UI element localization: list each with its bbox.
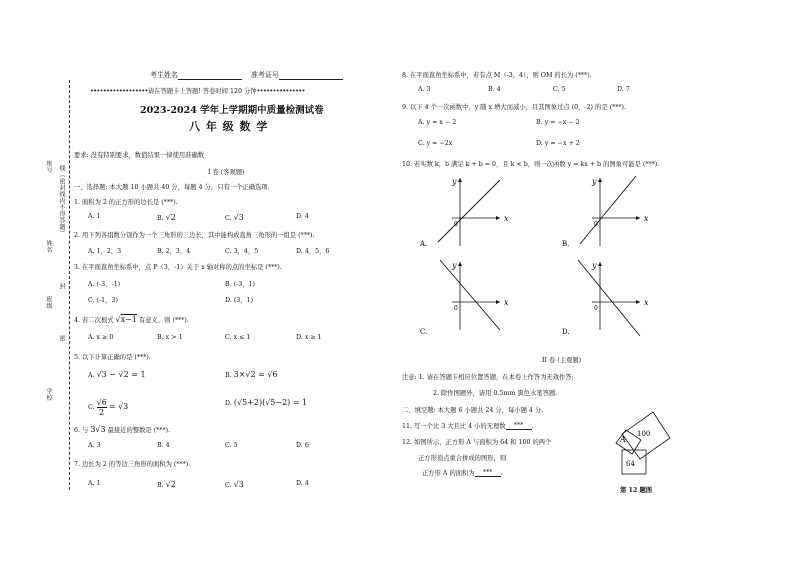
graph-function-line (438, 180, 500, 242)
graph-origin-label: 0 (594, 221, 598, 228)
q4-stem: 4. 若二次根式 √x−1 有意义，则 (***). (74, 315, 189, 324)
q9-option-d: D. y = −x + 2 (536, 140, 580, 147)
notice-line: ••••••••••••••••••请在答题卡上答题! 答卷时间 120 分钟••••••••••••••• (90, 88, 305, 95)
q10-graphs (400, 170, 690, 340)
id-label: 准考证号 (250, 71, 279, 79)
label-64: 64 (626, 460, 635, 468)
subject-title: 八 年 级 数 学 (189, 120, 269, 133)
name-label: 考生姓名 (150, 71, 178, 79)
q2-stem: 2. 用下列各组数分别作为一个三角形的三边长，其中能构成直角三角形的一组是 (***). (74, 232, 315, 239)
graph-y-arrow (598, 262, 602, 266)
seal-mi: 密 (58, 335, 65, 342)
q8-stem: 8. 在平面直角坐标系中，若有点 M（-3，4），则 OM 的长为 (***). (402, 72, 592, 79)
graph-x-label: x (644, 298, 649, 307)
graph-function-line (440, 260, 500, 330)
graph-origin-label: 0 (594, 305, 598, 312)
student-name-label: 姓名 (45, 240, 52, 253)
notice-text: 请在答题卡上答题! 答卷时间 120 分钟 (147, 88, 257, 95)
q11-blank: *** (506, 422, 532, 430)
graph-x-arrow (496, 300, 500, 304)
school-label: 学校 (45, 388, 52, 401)
q9-option-c: C. y = −2x (418, 140, 453, 147)
q3-option-c: C. (-1，3) (88, 297, 118, 304)
q8-option-a: A. 3 (418, 86, 431, 93)
q4-option-d: D. x ≥ 1 (296, 334, 322, 341)
q2-option-a: A. 1，2，3 (88, 248, 122, 255)
part2-heading: II 卷 (主观题) (542, 357, 582, 364)
q5-option-b: B. 3×√2 = √6 (225, 370, 278, 379)
q1-option-c: C. √3 (225, 213, 244, 222)
q6-option-a: A. 3 (88, 442, 101, 449)
q6-option-d: D. 6 (296, 442, 309, 449)
seat-label: 座号 (45, 160, 52, 173)
q3-option-d: D. (3，1) (225, 297, 254, 304)
q1-option-d: D. 4 (296, 213, 309, 220)
q6-option-b: B. 4 (157, 442, 170, 449)
q1-option-b: B. √2 (157, 213, 176, 222)
q12-line3: 正方形 A 的面积为 *** . (422, 469, 503, 477)
q12-line1: 12. 如图所示，正方形 A 与面积为 64 和 100 的两个 (402, 439, 552, 446)
graph-y-label: y (592, 261, 597, 270)
note-1: 1. 请在答题卡相应位置答题，在本卷上作答为无效作答; (418, 374, 574, 381)
q2-option-d: D. 4，5，6 (296, 248, 330, 255)
graph-option-label: A. (420, 240, 428, 248)
q2-option-c: C. 3，4，5 (225, 248, 259, 255)
graph-function-line (580, 176, 636, 244)
q7-option-a: A. 1 (88, 480, 101, 487)
exam-title: 2023-2024 学年上学期期中质量检测试卷 (140, 105, 324, 116)
graph-x-arrow (496, 216, 500, 220)
q4-option-b: B. x > 1 (157, 334, 183, 341)
graph-y-label: y (592, 177, 597, 186)
q8-option-d: D. 7 (617, 86, 630, 93)
graph-x-label: x (504, 298, 509, 307)
q8-option-b: B. 4 (488, 86, 501, 93)
graph-x-arrow (636, 300, 640, 304)
q12-line2: 正方形顶点重合拼成的图形，则 (418, 455, 507, 462)
graph-option-label: B. (562, 240, 570, 248)
graph-y-label: y (452, 261, 457, 270)
graph-origin-label: 0 (454, 221, 458, 228)
graph-function-line (578, 260, 640, 336)
q6-option-c: C. 5 (225, 442, 238, 449)
q7-stem: 7. 边长为 2 的等边三角形的面积为 (***). (74, 461, 191, 468)
note-label: 注意: (402, 374, 417, 381)
q12-figure (596, 408, 676, 480)
q3-stem: 3. 在平面直角坐标系中，点 P（3，-1）关于 x 轴对称的点的坐标是 (***). (74, 264, 282, 271)
note-2: 2. 除作图题外，请用 0.5mm 黑色水笔答题. (433, 390, 558, 397)
seal-feng: 封 (58, 283, 65, 290)
graph-x-arrow (636, 216, 640, 220)
q5-option-d: D. (√5+2)(√5−2) = 1 (225, 398, 308, 407)
graph-x-label: x (644, 214, 649, 223)
q5-option-a: A. √3 − √2 = 1 (88, 370, 146, 379)
label-100: 100 (637, 430, 651, 438)
q5-stem: 5. 以下计算正确的是 (***). (74, 354, 151, 361)
graph-y-arrow (458, 178, 462, 182)
q11-stem: 11. 写一个比 3 大且比 4 小的无理数 *** . (402, 422, 534, 430)
q1-stem: 1. 面积为 2 的正方形的边长是 (***). (74, 199, 178, 206)
q5-option-c: C. $\frac{√6}{2}$ = √3 (88, 398, 129, 417)
q6-stem: 6. 与 3√3 最接近的整数是 (***). (74, 425, 171, 434)
q7-option-d: D. 4 (296, 480, 309, 487)
q9-option-a: A. y = x − 2 (418, 119, 457, 126)
q3-option-a: A. (-3，-1) (88, 281, 121, 288)
graph-y-arrow (598, 178, 602, 182)
seal-line (69, 80, 70, 490)
section2-heading: 二、填空题: 本大题 6 小题共 24 分，每小题 4 分. (402, 407, 544, 414)
figure-caption: 第 12 题图 (620, 487, 653, 494)
q9-option-b: B. y = −x − 2 (536, 119, 580, 126)
q1-option-a: A. 1 (88, 213, 101, 220)
q4-option-a: A. x ≥ 0 (88, 334, 114, 341)
requirement-text: 要求: 没有特别要求，数值结果一律使用准确数 (74, 152, 205, 159)
graph-y-arrow (458, 262, 462, 266)
examinee-name-field (150, 70, 343, 80)
q7-option-c: C. √3 (225, 480, 244, 489)
q7-option-b: B. √2 (157, 480, 176, 489)
note-block (402, 372, 574, 381)
q12-blank: *** (475, 469, 501, 477)
q2-option-b: B. 2，3，4 (157, 248, 191, 255)
graph-option-label: D. (562, 328, 570, 336)
section1-heading: 一、选择题: 本大题 10 小题共 40 分，每题 4 分，只有一个正确选项. (74, 184, 270, 191)
part1-heading: I 卷 (客观题) (208, 169, 245, 176)
graph-origin-label: 0 (454, 305, 458, 312)
graph-option-label: C. (420, 328, 428, 336)
graph-x-label: x (504, 214, 509, 223)
q4-option-c: C. x ≤ 1 (225, 334, 251, 341)
label-a: A (620, 435, 626, 444)
q10-stem: 10. 若实数 k，b 满足 k + b = 0，且 k < b，则一次函数 y = kx + b 的图象可能是 (***). (402, 161, 660, 168)
q8-option-c: C. 5 (553, 86, 566, 93)
q3-option-b: B. (-3，1) (225, 281, 255, 288)
graph-y-label: y (452, 177, 457, 186)
seal-xian: 线（密封线内不得答题） (58, 165, 65, 237)
q9-stem: 9. 以下 4 个一次函数中，y 随 x 增大而减小，且其图象过点 (0，-2) 的是 (***). (402, 104, 626, 111)
class-label: 班级 (45, 296, 52, 309)
